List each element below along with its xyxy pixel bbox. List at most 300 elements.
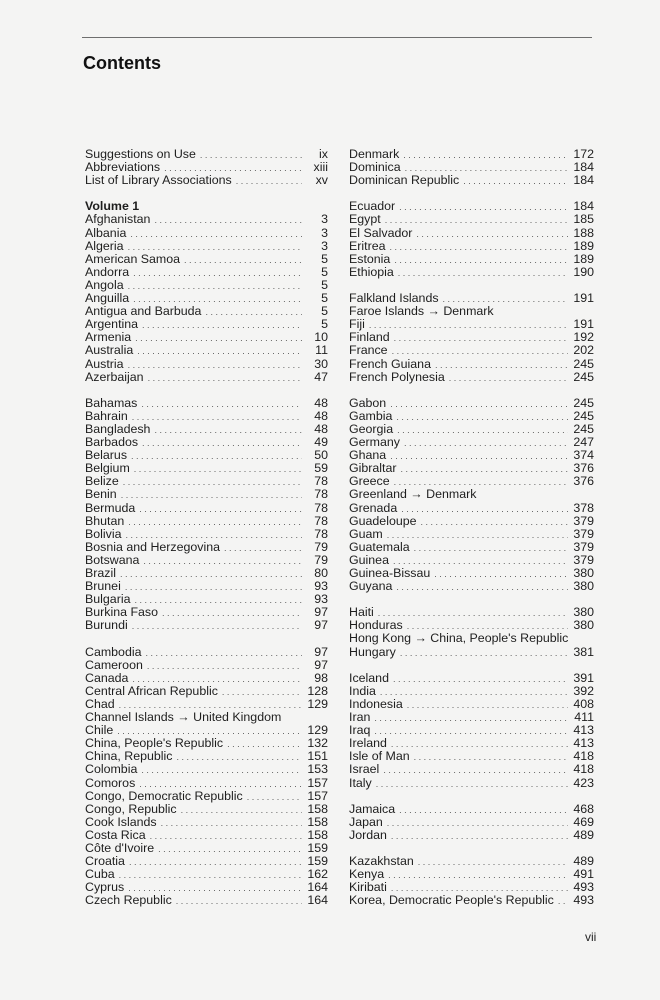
- entry-title: Congo, Republic: [85, 801, 177, 816]
- entry-title: Anguilla: [85, 291, 130, 306]
- entry-title: Algeria: [85, 238, 124, 253]
- dot-leader: [200, 149, 302, 162]
- entry-page-number: 129: [307, 696, 328, 711]
- entry-page-number: 245: [573, 395, 594, 410]
- toc-entry[interactable]: [85, 410, 328, 423]
- toc-entry[interactable]: [349, 397, 594, 410]
- dot-leader: [158, 843, 302, 856]
- dot-leader: [435, 359, 568, 372]
- toc-entry[interactable]: [85, 266, 328, 279]
- entry-title: Brazil: [85, 566, 116, 580]
- toc-entry[interactable]: [349, 803, 594, 816]
- dot-leader: [135, 332, 302, 345]
- entry-page-number: 489: [573, 854, 594, 869]
- entry-title: Kiribati: [349, 880, 387, 895]
- toc-entry[interactable]: [349, 894, 594, 907]
- toc-entry[interactable]: [349, 580, 594, 593]
- entry-title: Kenya: [349, 867, 385, 882]
- entry-page-number: ix: [319, 147, 328, 161]
- entry-title: Angola: [85, 277, 124, 292]
- dot-leader: [393, 673, 568, 686]
- toc-entry[interactable]: [85, 253, 328, 266]
- entry-page-number: 80: [314, 566, 328, 580]
- entry-page-number: 5: [321, 277, 328, 292]
- toc-entry[interactable]: [85, 502, 328, 515]
- entry-title: Bahamas: [85, 395, 138, 410]
- entry-title: Antigua and Barbuda: [85, 304, 202, 319]
- dot-leader: [145, 647, 302, 660]
- entry-title: Dominica: [349, 160, 401, 175]
- entry-page-number: 5: [321, 264, 328, 279]
- dot-leader: [121, 489, 302, 502]
- entry-title: French Guiana: [349, 356, 431, 371]
- toc-entry[interactable]: [349, 410, 594, 423]
- dot-leader: [416, 228, 568, 241]
- entry-page-number: 93: [314, 592, 328, 607]
- entry-title: Bosnia and Herzegovina: [85, 539, 221, 554]
- entry-page-number: 97: [314, 618, 328, 633]
- entry-title: Haiti: [349, 605, 374, 620]
- entry-title: Australia: [85, 343, 134, 358]
- entry-title: Ireland: [349, 736, 387, 751]
- entry-page-number: 418: [573, 762, 594, 777]
- entry-page-number: 158: [307, 814, 328, 829]
- toc-entry[interactable]: [349, 502, 594, 515]
- dot-leader: [205, 306, 302, 319]
- toc-entry[interactable]: [349, 213, 594, 226]
- entry-page-number: 493: [573, 893, 594, 908]
- entry-title: Ecuador: [349, 199, 396, 214]
- entry-title: Bulgaria: [85, 592, 131, 607]
- entry-page-number: 157: [307, 788, 328, 803]
- toc-entry[interactable]: [349, 266, 594, 279]
- dot-leader: [401, 503, 568, 516]
- entry-title: France: [349, 343, 388, 358]
- toc-entry[interactable]: [85, 358, 328, 371]
- toc-entry[interactable]: [349, 240, 594, 253]
- entry-title: China, Republic: [85, 749, 173, 764]
- contents-group: [85, 646, 328, 908]
- toc-entry[interactable]: [349, 541, 594, 554]
- entry-page-number: 379: [573, 513, 594, 528]
- entry-page-number: 493: [573, 880, 594, 895]
- entry-page-number: 78: [314, 500, 328, 515]
- dot-leader: [394, 332, 568, 345]
- dot-leader: [403, 149, 568, 162]
- entry-title: Honduras: [349, 618, 403, 633]
- entry-title: Burundi: [85, 618, 128, 633]
- toc-entry[interactable]: [349, 371, 594, 384]
- entry-title: Chile: [85, 723, 114, 738]
- entry-page-number: xv: [315, 173, 328, 188]
- dot-leader: [134, 594, 302, 607]
- contents-group: [349, 200, 594, 279]
- dot-leader: [154, 214, 302, 227]
- entry-page-number: 78: [314, 487, 328, 502]
- entry-page-number: 468: [573, 801, 594, 816]
- entry-title: Indonesia: [349, 696, 403, 711]
- toc-entry[interactable]: [85, 344, 328, 357]
- toc-entry[interactable]: [85, 855, 328, 868]
- entry-page-number: 379: [573, 526, 594, 541]
- entry-title: Fiji: [349, 317, 365, 332]
- entry-title: Estonia: [349, 251, 391, 266]
- entry-title: Canada: [85, 670, 129, 685]
- contents-column-right: [349, 148, 594, 921]
- dot-leader: [400, 647, 568, 660]
- toc-entry[interactable]: [85, 528, 328, 541]
- entry-title: Germany: [349, 435, 400, 450]
- toc-entry[interactable]: [349, 528, 594, 541]
- entry-page-number: 98: [314, 670, 328, 685]
- toc-entry[interactable]: [85, 619, 328, 632]
- entry-title: Burkina Faso: [85, 605, 159, 620]
- entry-title: Abbreviations: [85, 160, 161, 175]
- dot-leader: [227, 738, 302, 751]
- dot-leader: [401, 463, 568, 476]
- cross-reference-entry[interactable]: Faroe Islands → Denmark: [349, 304, 494, 319]
- toc-entry[interactable]: [85, 646, 328, 659]
- entry-title: Croatia: [85, 854, 125, 869]
- entry-page-number: 3: [321, 238, 328, 253]
- contents-group: [349, 855, 594, 907]
- dot-leader: [380, 686, 568, 699]
- toc-entry[interactable]: [349, 685, 594, 698]
- dot-leader: [147, 660, 302, 673]
- toc-entry[interactable]: [85, 777, 328, 790]
- entry-page-number: 3: [321, 212, 328, 227]
- entry-page-number: 172: [573, 147, 594, 161]
- entry-title: Iraq: [349, 723, 371, 738]
- entry-title: Bermuda: [85, 500, 136, 515]
- entry-title: Suggestions on Use: [85, 147, 196, 161]
- dot-leader: [397, 424, 568, 437]
- entry-page-number: 184: [573, 199, 594, 214]
- entry-page-number: 50: [314, 448, 328, 463]
- dot-leader: [434, 568, 568, 581]
- entry-page-number: 79: [314, 539, 328, 554]
- entry-title: Bahrain: [85, 408, 128, 423]
- toc-entry[interactable]: [85, 816, 328, 829]
- toc-entry[interactable]: [349, 515, 594, 528]
- dot-leader: [184, 254, 302, 267]
- toc-entry[interactable]: [85, 371, 328, 384]
- page-number: vii: [585, 930, 597, 944]
- toc-entry[interactable]: [349, 344, 594, 357]
- entry-title: Georgia: [349, 421, 394, 436]
- entry-title: Comoros: [85, 775, 136, 790]
- dot-leader: [407, 699, 568, 712]
- entry-page-number: 11: [315, 343, 328, 358]
- toc-entry[interactable]: [349, 672, 594, 685]
- cross-reference-entry[interactable]: Channel Islands → United Kingdom: [85, 710, 282, 725]
- entry-title: Ethiopia: [349, 264, 394, 279]
- toc-entry[interactable]: [85, 174, 328, 187]
- entry-title: French Polynesia: [349, 369, 445, 384]
- entry-title: Egypt: [349, 212, 381, 227]
- dot-leader: [396, 581, 568, 594]
- toc-entry[interactable]: [85, 894, 328, 907]
- dot-leader: [391, 738, 568, 751]
- entry-title: Denmark: [349, 147, 400, 161]
- entry-title: Andorra: [85, 264, 130, 279]
- entry-page-number: 423: [573, 775, 594, 790]
- toc-entry[interactable]: [85, 397, 328, 410]
- entry-page-number: 162: [307, 867, 328, 882]
- entry-title: Gibraltar: [349, 461, 397, 476]
- entry-title: Guinea: [349, 552, 389, 567]
- dot-leader: [133, 267, 302, 280]
- entry-title: Dominican Republic: [349, 173, 460, 188]
- entry-title: Bolivia: [85, 526, 122, 541]
- entry-title: Brunei: [85, 579, 121, 594]
- entry-title: Barbados: [85, 435, 139, 450]
- entry-page-number: 48: [314, 421, 328, 436]
- contents-group: [85, 397, 328, 633]
- toc-entry[interactable]: [349, 763, 594, 776]
- dot-leader: [120, 568, 302, 581]
- entry-title: Austria: [85, 356, 124, 371]
- dot-leader: [123, 476, 302, 489]
- cross-reference-entry[interactable]: Greenland → Denmark: [349, 487, 477, 502]
- toc-entry[interactable]: [85, 462, 328, 475]
- entry-page-number: 79: [314, 552, 328, 567]
- toc-entry[interactable]: [85, 240, 328, 253]
- entry-page-number: 202: [573, 343, 594, 358]
- entry-title: Cameroon: [85, 657, 143, 672]
- entry-title: Guatemala: [349, 539, 410, 554]
- dot-leader: [222, 686, 302, 699]
- dot-leader: [181, 804, 302, 817]
- entry-page-number: 97: [314, 657, 328, 672]
- toc-entry[interactable]: [85, 790, 328, 803]
- entry-title: Jordan: [349, 827, 387, 842]
- toc-entry[interactable]: [349, 816, 594, 829]
- dot-leader: [236, 175, 302, 188]
- entry-title: Iran: [349, 710, 371, 725]
- entry-page-number: 185: [573, 212, 594, 227]
- dot-leader: [388, 869, 568, 882]
- entry-title: Congo, Democratic Republic: [85, 788, 243, 803]
- dot-leader: [130, 228, 302, 241]
- entry-page-number: 245: [573, 421, 594, 436]
- entry-title: Cuba: [85, 867, 115, 882]
- entry-title: Guyana: [349, 579, 393, 594]
- entry-title: Cook Islands: [85, 814, 157, 829]
- entry-page-number: 380: [573, 566, 594, 580]
- entry-title: American Samoa: [85, 251, 181, 266]
- entry-page-number: 378: [573, 500, 594, 515]
- dot-leader: [414, 542, 568, 555]
- entry-page-number: 78: [314, 513, 328, 528]
- entry-title: El Salvador: [349, 225, 413, 240]
- entry-page-number: 374: [573, 448, 594, 463]
- dot-leader: [162, 607, 302, 620]
- dot-leader: [161, 817, 302, 830]
- entry-page-number: 376: [573, 461, 594, 476]
- entry-page-number: 30: [314, 356, 328, 371]
- entry-page-number: 413: [573, 736, 594, 751]
- entry-page-number: 164: [307, 880, 328, 895]
- toc-entry[interactable]: [85, 488, 328, 501]
- entry-title: Chad: [85, 696, 115, 711]
- dot-leader: [394, 254, 568, 267]
- toc-entry[interactable]: [349, 855, 594, 868]
- dot-leader: [142, 319, 302, 332]
- dot-leader: [128, 516, 302, 529]
- entry-title: Azerbaijan: [85, 369, 144, 384]
- entry-title: Colombia: [85, 762, 138, 777]
- toc-entry[interactable]: [85, 829, 328, 842]
- entry-page-number: 245: [573, 408, 594, 423]
- dot-leader: [418, 856, 568, 869]
- entry-page-number: 48: [314, 395, 328, 410]
- dot-leader: [247, 791, 302, 804]
- entry-page-number: 380: [573, 618, 594, 633]
- dot-leader: [391, 830, 568, 843]
- dot-leader: [141, 764, 302, 777]
- entry-title: Grenada: [349, 500, 398, 515]
- toc-entry[interactable]: [85, 672, 328, 685]
- toc-entry[interactable]: [85, 659, 328, 672]
- entry-title: Côte d'Ivoire: [85, 840, 155, 855]
- entry-title: Czech Republic: [85, 893, 172, 908]
- dot-leader: [176, 895, 302, 908]
- entry-page-number: 247: [573, 435, 594, 450]
- entry-page-number: 159: [307, 840, 328, 855]
- toc-entry[interactable]: [85, 567, 328, 580]
- entry-page-number: 159: [307, 854, 328, 869]
- entry-page-number: 418: [573, 749, 594, 764]
- dot-leader: [421, 516, 568, 529]
- entry-page-number: 408: [573, 696, 594, 711]
- entry-page-number: 157: [307, 775, 328, 790]
- dot-leader: [463, 175, 568, 188]
- entry-page-number: 380: [573, 579, 594, 594]
- entry-title: Israel: [349, 762, 380, 777]
- entry-page-number: 129: [307, 723, 328, 738]
- entry-title: Italy: [349, 775, 372, 790]
- contents-group: [349, 803, 594, 842]
- entry-page-number: 5: [321, 304, 328, 319]
- toc-entry[interactable]: [349, 711, 594, 724]
- toc-entry[interactable]: [349, 200, 594, 213]
- dot-leader: [449, 372, 568, 385]
- toc-entry[interactable]: [85, 685, 328, 698]
- entry-page-number: 192: [573, 330, 594, 345]
- entry-page-number: 48: [314, 408, 328, 423]
- entry-title: Gambia: [349, 408, 393, 423]
- dot-leader: [132, 620, 302, 633]
- entry-page-number: 190: [573, 264, 594, 279]
- contents-group: [349, 672, 594, 790]
- toc-entry[interactable]: [349, 358, 594, 371]
- toc-entry[interactable]: [85, 763, 328, 776]
- dot-leader: [396, 411, 568, 424]
- toc-entry[interactable]: [85, 475, 328, 488]
- toc-entry[interactable]: [349, 227, 594, 240]
- dot-leader: [374, 712, 568, 725]
- toc-entry[interactable]: [85, 227, 328, 240]
- toc-entry[interactable]: [349, 253, 594, 266]
- entry-title: Ghana: [349, 448, 387, 463]
- contents-group: [349, 148, 594, 187]
- entry-page-number: xiii: [313, 160, 328, 175]
- dot-leader: [398, 267, 568, 280]
- entry-page-number: 97: [314, 605, 328, 620]
- entry-page-number: 3: [321, 225, 328, 240]
- toc-entry[interactable]: [85, 554, 328, 567]
- entry-title: India: [349, 683, 376, 698]
- dot-leader: [142, 437, 302, 450]
- entry-page-number: 191: [573, 317, 594, 332]
- entry-title: Belgium: [85, 461, 130, 476]
- entry-page-number: 469: [573, 814, 594, 829]
- entry-page-number: 5: [321, 291, 328, 306]
- dot-leader: [132, 411, 302, 424]
- entry-page-number: 188: [573, 225, 594, 240]
- toc-entry[interactable]: [349, 750, 594, 763]
- entry-page-number: 245: [573, 356, 594, 371]
- dot-leader: [150, 830, 302, 843]
- toc-entry[interactable]: [349, 174, 594, 187]
- entry-page-number: 381: [573, 644, 594, 659]
- dot-leader: [390, 450, 568, 463]
- entry-page-number: 245: [573, 369, 594, 384]
- toc-entry[interactable]: [85, 541, 328, 554]
- entry-title: Benin: [85, 487, 117, 502]
- entry-title: Botswana: [85, 552, 140, 567]
- toc-entry[interactable]: [349, 698, 594, 711]
- toc-entry[interactable]: [85, 515, 328, 528]
- toc-entry[interactable]: [349, 646, 594, 659]
- entry-page-number: 132: [307, 736, 328, 751]
- entry-page-number: 379: [573, 552, 594, 567]
- contents-group: [349, 397, 594, 593]
- dot-leader: [414, 751, 568, 764]
- entry-title: Argentina: [85, 317, 139, 332]
- entry-page-number: 5: [321, 251, 328, 266]
- dot-leader: [176, 751, 302, 764]
- toc-entry[interactable]: [349, 829, 594, 842]
- dot-leader: [131, 450, 302, 463]
- entry-page-number: 184: [573, 160, 594, 175]
- dot-leader: [404, 437, 568, 450]
- entry-page-number: 392: [573, 683, 594, 698]
- entry-page-number: 151: [307, 749, 328, 764]
- entry-title: China, People's Republic: [85, 736, 224, 751]
- dot-leader: [390, 241, 569, 254]
- volume-heading: Volume 1: [85, 199, 140, 214]
- entry-title: Gabon: [349, 395, 387, 410]
- entry-title: Cambodia: [85, 644, 142, 659]
- dot-leader: [224, 542, 302, 555]
- dot-leader: [129, 856, 302, 869]
- entry-page-number: 49: [314, 435, 328, 450]
- entry-title: Guam: [349, 526, 383, 541]
- toc-entry[interactable]: [85, 213, 328, 226]
- toc-entry[interactable]: [349, 777, 594, 790]
- entry-page-number: 164: [307, 893, 328, 908]
- entry-page-number: 184: [573, 173, 594, 188]
- entry-title: Central African Republic: [85, 683, 218, 698]
- entry-title: Cyprus: [85, 880, 125, 895]
- dot-leader: [378, 607, 568, 620]
- dot-leader: [369, 319, 568, 332]
- cross-reference-entry[interactable]: Hong Kong → China, People's Republic: [349, 631, 569, 646]
- toc-entry[interactable]: [85, 803, 328, 816]
- dot-leader: [134, 463, 302, 476]
